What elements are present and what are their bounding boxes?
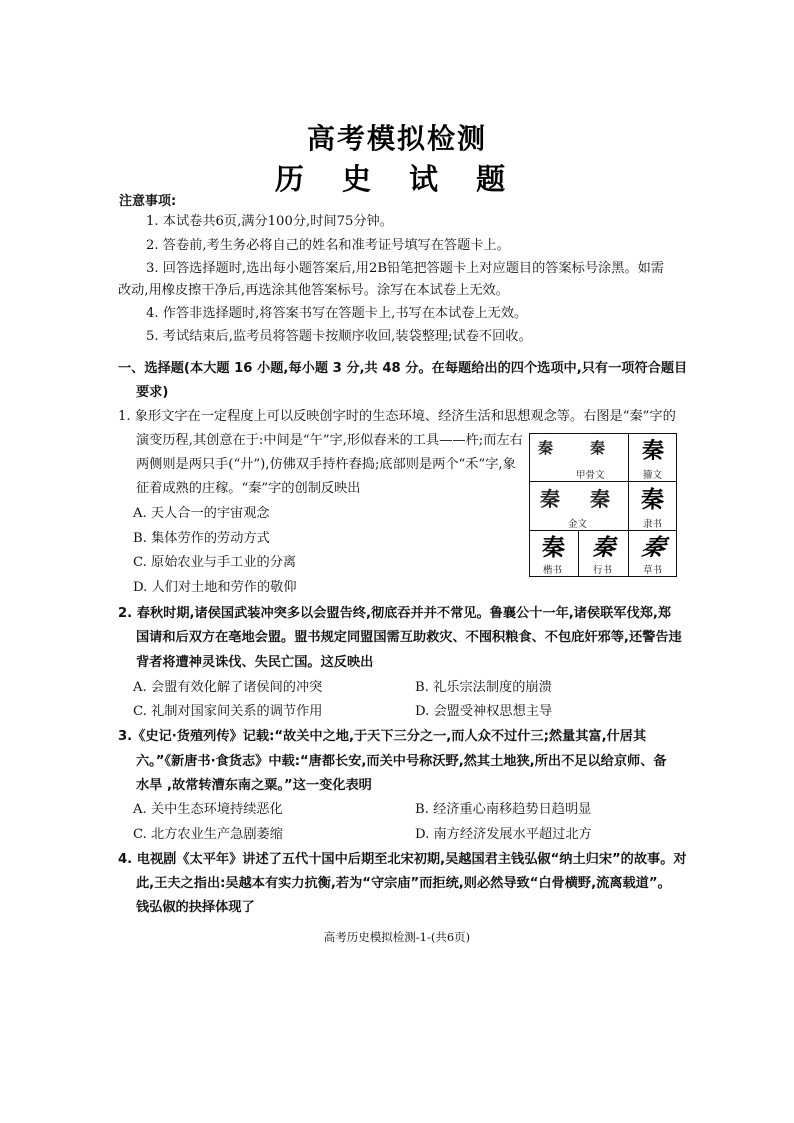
note-item: 改动,用橡皮擦干净后,再选涂其他答案标号。涂写在本试卷上无效。 [118, 283, 509, 298]
exam-title: 高考模拟检测 [306, 122, 487, 155]
seal-glyph: 秦 [642, 438, 665, 464]
oracle-bone-char: 秦 [538, 439, 552, 457]
question-3-stem: 六。”《新唐书·食货志》中载:“唐都长安,而关中号称沃野,然其土地狭,所出不足以给京师、备 [136, 754, 667, 769]
note-item: 3. 回答选择题时,选出每小题答案后,用2B铅笔把答题卡上对应题目的答案标号涂黑。如需 [146, 261, 664, 276]
note-item: 5. 考试结束后,监考员将答题卡按顺序收回,装袋整理;试卷不回收。 [146, 329, 532, 344]
character-evolution-figure [529, 433, 677, 577]
note-item: 1. 本试卷共6页,满分100分,时间75分钟。 [146, 214, 393, 229]
caption-zhouwen: 籀文 [643, 470, 663, 481]
question-4-stem: 4. 电视剧《太平年》讲述了五代十国中后期至北宋初期,吴越国君主钱弘俶“纳土归宋”的故事。对 [118, 852, 687, 867]
question-2-option-d[interactable]: D. 会盟受神权思想主导 [415, 704, 553, 719]
question-3-stem: 水旱 ,故常转漕东南之粟。”这一变化表明 [136, 778, 372, 793]
caption-regular: 楷书 [543, 565, 563, 576]
question-2-option-c[interactable]: C. 礼制对国家间关系的调节作用 [133, 704, 323, 719]
question-1-option-a[interactable]: A. 天人合一的宇宙观念 [133, 506, 270, 521]
question-3-option-c[interactable]: C. 北方农业生产急剧萎缩 [133, 827, 283, 842]
bronze-glyph: 秦 [540, 487, 560, 511]
regular-glyph: 秦 [542, 534, 565, 561]
caption-clerical: 隶书 [643, 519, 663, 530]
question-2-option-a[interactable]: A. 会盟有效化解了诸侯间的冲突 [133, 680, 323, 695]
page-footer: 高考历史模拟检测-1-(共6页) [323, 930, 471, 944]
question-1-option-b[interactable]: B. 集体劳作的劳动方式 [133, 531, 270, 546]
question-2-stem: 2. 春秋时期,诸侯国武装冲突多以会盟告终,彻底吞并并不常见。鲁襄公十一年,诸侯联军伐郑,郑 [118, 606, 672, 621]
section-heading-cont: 要求) [136, 385, 169, 400]
caption-bronze: 金文 [568, 519, 588, 530]
caption-cursive: 草书 [643, 565, 663, 576]
clerical-glyph: 秦 [641, 486, 664, 513]
oracle-bone-glyph-2 [590, 441, 605, 456]
question-3-option-d[interactable]: D. 南方经济发展水平超过北方 [415, 827, 592, 842]
note-item: 4. 作答非选择题时,将答案书写在答题卡上,书写在本试卷上无效。 [146, 306, 528, 321]
cursive-glyph: 秦 [639, 534, 668, 561]
question-1-stem: 征着成熟的庄稼。“秦”字的创制反映出 [136, 481, 361, 496]
question-1-option-c[interactable]: C. 原始农业与手工业的分离 [133, 555, 297, 570]
oracle-bone-glyph [538, 441, 551, 456]
notes-heading: 注意事项: [119, 194, 177, 209]
question-3-option-b[interactable]: B. 经济重心南移趋势日趋明显 [415, 802, 592, 817]
section-heading: 一、选择题(本大题 16 小题,每小题 3 分,共 48 分。在每题给出的四个选项中,只有一项符合题目 [118, 361, 688, 376]
exam-subject: 历 史 试 题 [274, 162, 520, 196]
question-2-stem: 国请和后双方在亳地会盟。盟书规定同盟国需互助救灾、不囤积粮食、不包庇奸邪等,还警告违 [136, 630, 682, 645]
question-4-stem: 钱弘俶的抉择体现了 [136, 900, 255, 915]
question-3-stem: 3.《史记·货殖列传》记载:“故关中之地,于天下三分之一,而人众不过什三;然量其富,什居其 [118, 729, 647, 744]
oracle-bone-char: 秦 [590, 439, 606, 457]
note-item: 2. 答卷前,考生务必将自己的姓名和准考证号填写在答题卡上。 [146, 238, 510, 253]
caption-oracle-bone: 甲骨文 [576, 470, 605, 481]
question-4-stem: 此,王夫之指出:吴越本有实力抗衡,若为“守宗庙”而拒统,则必然导致“白骨横野,流离载道”。 [136, 876, 671, 891]
bronze-glyph-2: 秦 [590, 487, 610, 511]
question-2-option-b[interactable]: B. 礼乐宗法制度的崩溃 [415, 680, 552, 695]
question-1-stem: 两侧则是两只手(“廾”),仿佛双手持杵舂捣;底部则是两个“禾”字,象 [136, 457, 516, 472]
question-2-stem: 背者将遭神灵诛伐、失民亡国。这反映出 [136, 655, 374, 670]
running-glyph: 秦 [592, 534, 615, 561]
question-1-stem: 1. 象形文字在一定程度上可以反映创字时的生态环境、经济生活和思想观念等。右图是“秦”字的 [118, 409, 676, 424]
question-3-option-a[interactable]: A. 关中生态环境持续恶化 [133, 802, 283, 817]
caption-running: 行书 [593, 565, 613, 576]
question-1-stem: 演变历程,其创意在于:中间是“午”字,形似舂米的工具——杵;而左右 [136, 433, 523, 448]
question-1-option-d[interactable]: D. 人们对土地和劳作的敬仰 [133, 580, 297, 595]
